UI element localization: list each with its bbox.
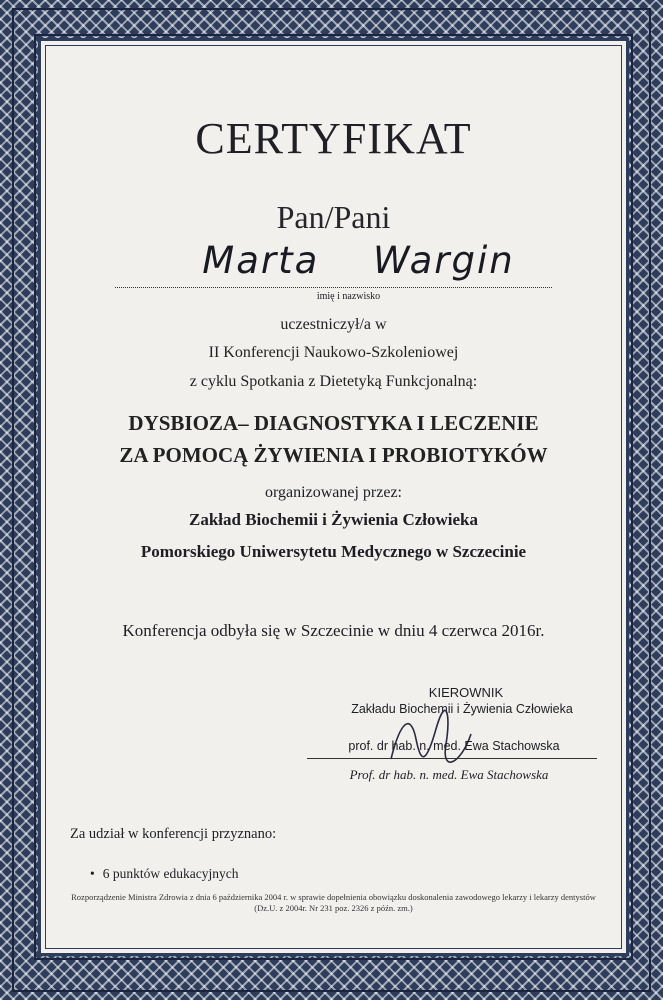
stamp-title: KIEROWNIK (428, 685, 504, 700)
topic-line-1: DYSBIOZA– DIAGNOSTYKA I LECZENIE (128, 411, 539, 435)
topic-line-2: ZA POMOCĄ ŻYWIENIA I PROBIOTYKÓW (119, 443, 548, 467)
organizer-line-2: Pomorskiego Uniwersytetu Medycznego w Szczecinie (140, 542, 527, 561)
organized-by-label: organizowanej przez: (265, 484, 402, 501)
conference-date-note: Konferencja odbyła się w Szczecinie w dniu 4 czerwca 2016r. (122, 621, 545, 640)
certificate-title: CERTYFIKAT (195, 114, 472, 163)
legal-footnote: Rozporządzenie Ministra Zdrowia z dnia 6 października 2004 r. w sprawie dopełnienia obowiązku doskonalenia zawodowego lekarzy i lekarzy dentystów (Dz.U. z 2004r. Nr 231 poz. 2326 z późn. zm.) (71, 892, 596, 913)
conference-name: II Konferencji Naukowo-Szkoleniowej (208, 344, 459, 361)
recipient-name-handwritten: Marta Wargin (202, 239, 515, 282)
name-caption: imię i nazwisko (316, 291, 381, 302)
award-points-item (90, 866, 238, 882)
signatory-typed-name: Prof. dr hab. n. med. Ewa Stachowska (349, 767, 549, 782)
bullet-dot-icon: • (90, 866, 95, 881)
participation-text: uczestniczył/a w (280, 316, 387, 333)
certificate-paper (38, 38, 629, 956)
stamp-department: Zakładu Biochemii i Żywienia Człowieka (351, 702, 573, 716)
signature-rule (307, 758, 597, 759)
award-intro: Za udział w konferencji przyznano: (70, 826, 277, 842)
organizer-line-1: Zakład Biochemii i Żywienia Człowieka (188, 510, 479, 529)
stamp-name: prof. dr hab. n. med. Ewa Stachowska (348, 739, 560, 753)
name-dotted-line (115, 287, 552, 288)
salutation: Pan/Pani (276, 199, 391, 235)
conference-series: z cyklu Spotkania z Dietetyką Funkcjonalną: (189, 373, 478, 390)
award-points-text: 6 punktów edukacyjnych (102, 866, 239, 881)
